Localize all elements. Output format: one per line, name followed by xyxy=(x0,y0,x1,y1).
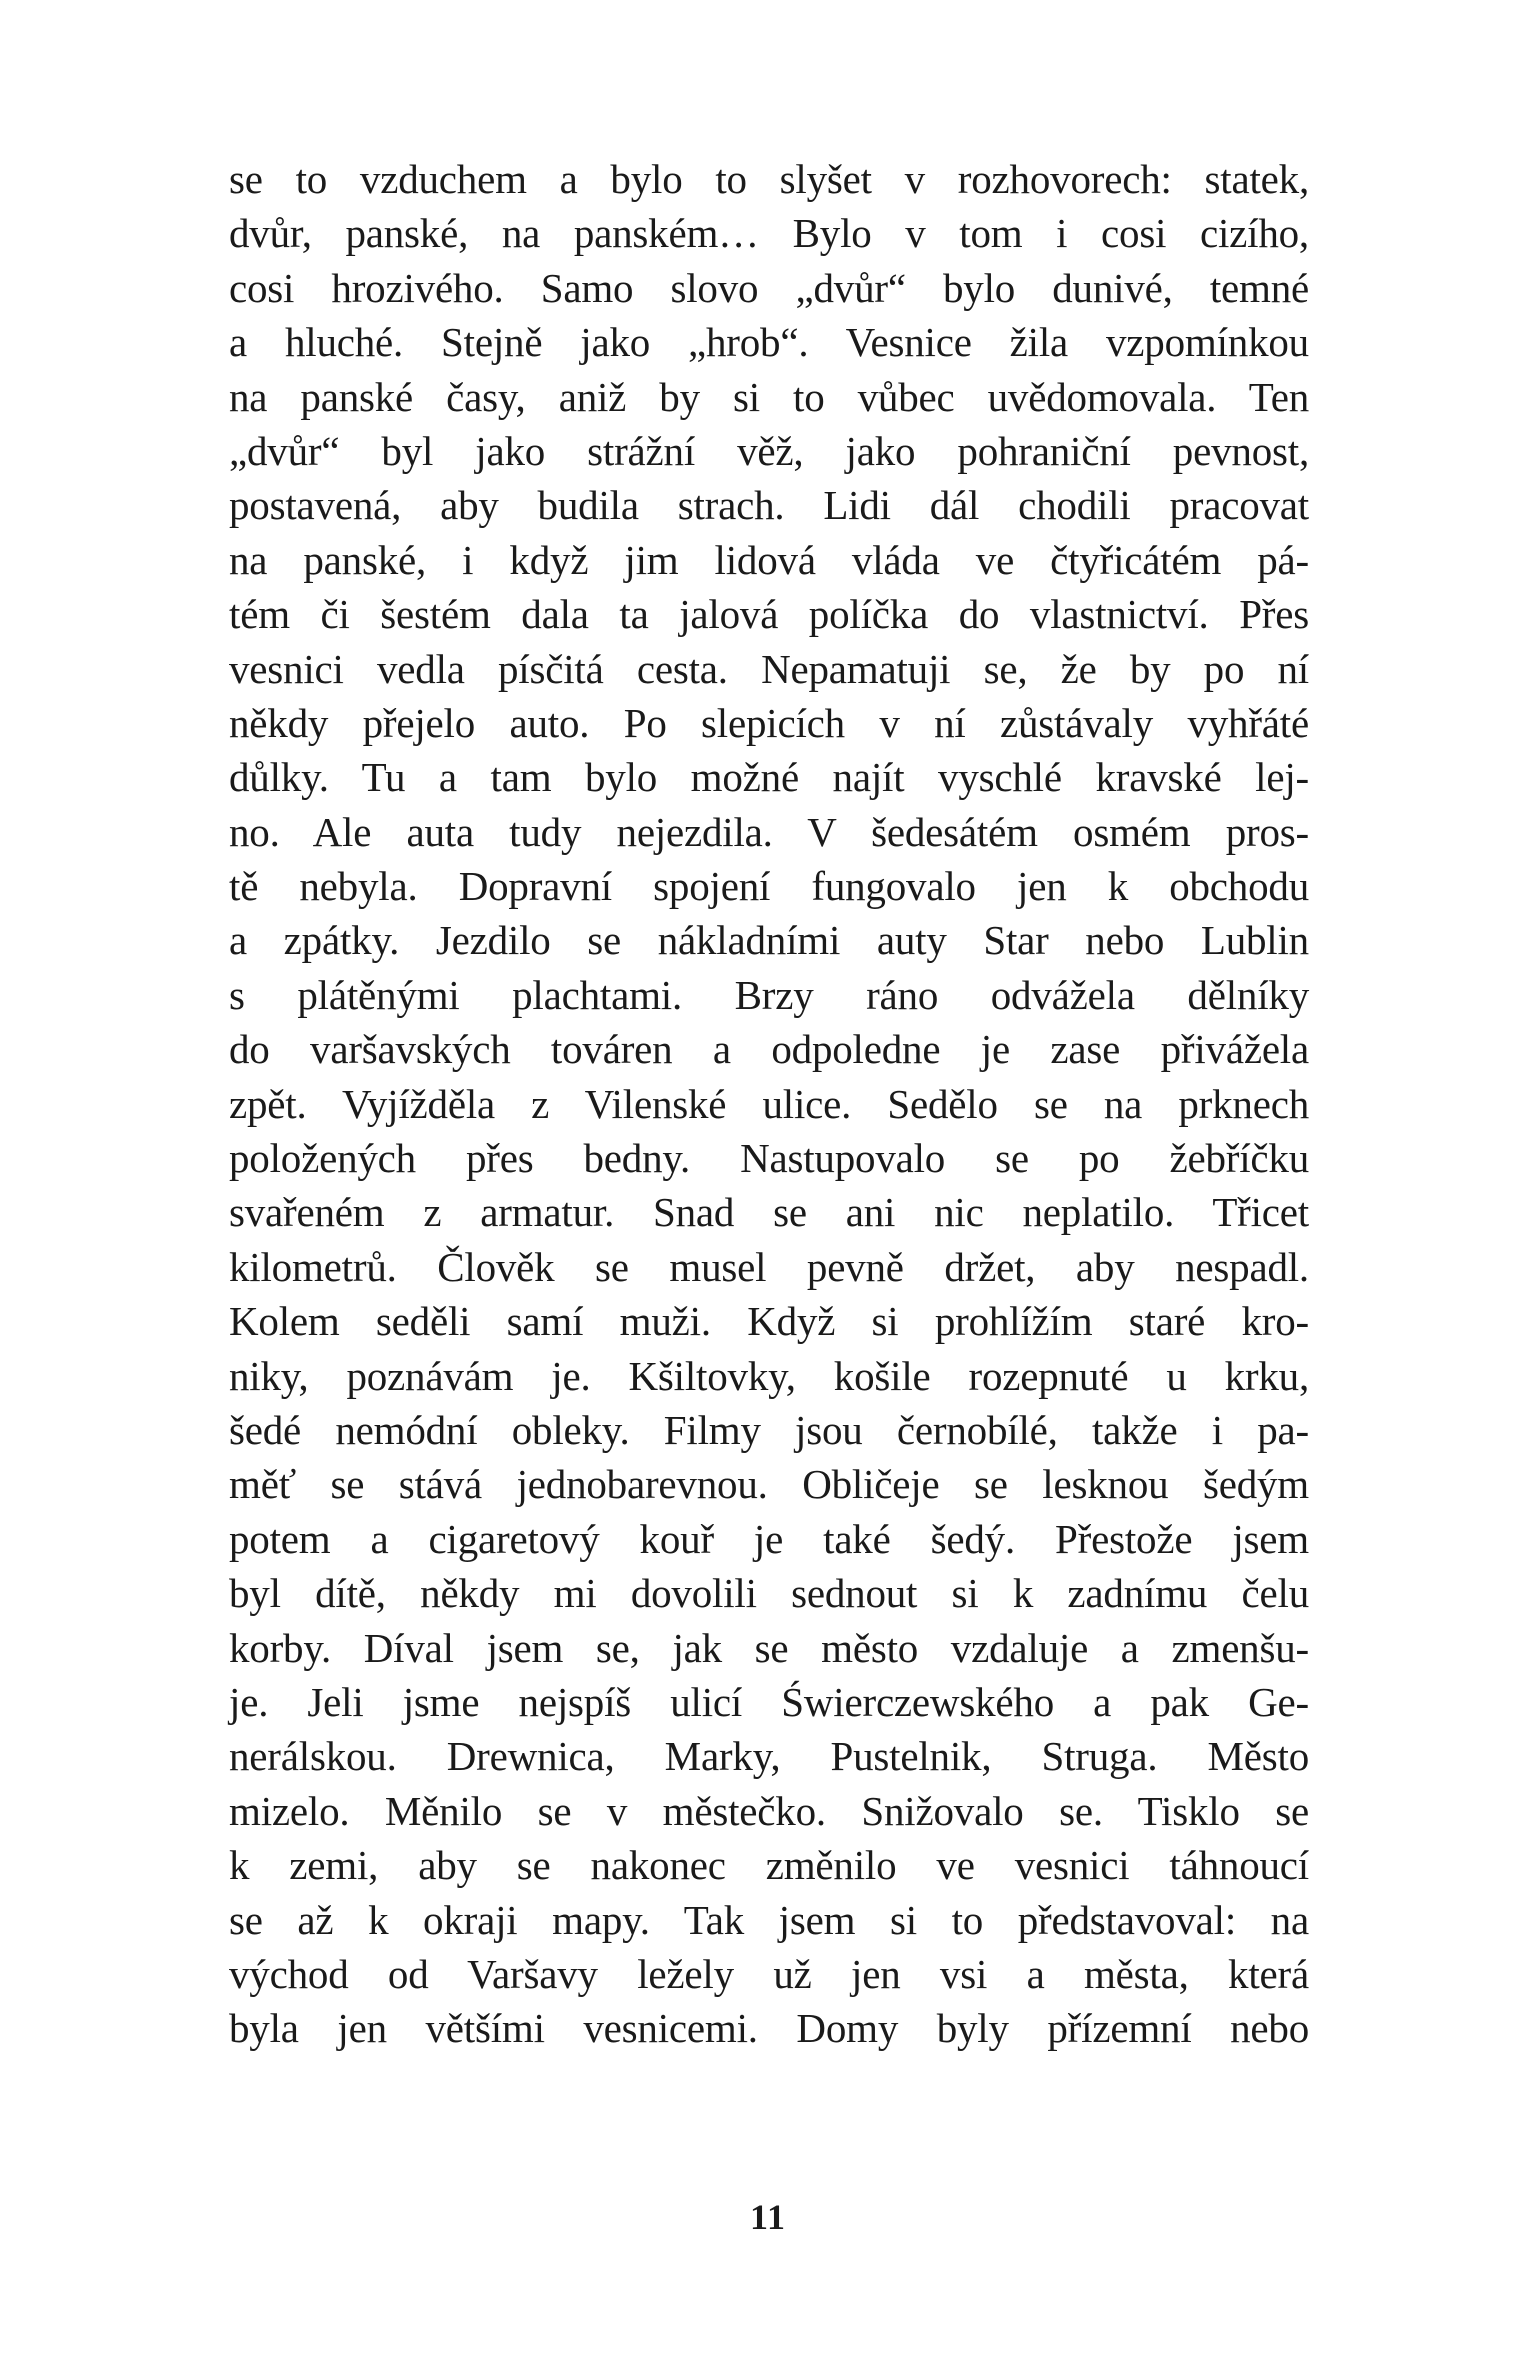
text-line: východ od Varšavy ležely už jen vsi a města, která xyxy=(229,1950,1309,1997)
text-line: měť se stává jednobarevnou. Obličeje se lesknou šedým xyxy=(229,1461,1309,1508)
text-line: důlky. Tu a tam bylo možné najít vyschlé kravské lej- xyxy=(229,754,1309,801)
text-line: položených přes bedny. Nastupovalo se po žebříčku xyxy=(229,1135,1309,1182)
text-line: na panské časy, aniž by si to vůbec uvědomovala. Ten xyxy=(229,373,1309,420)
text-line: no. Ale auta tudy nejezdila. V šedesátém osmém pros- xyxy=(229,808,1309,855)
text-line: nerálskou. Drewnica, Marky, Pustelnik, Struga. Město xyxy=(229,1733,1309,1780)
text-line: šedé nemódní obleky. Filmy jsou černobílé, takže i pa- xyxy=(229,1406,1309,1453)
text-line: postavená, aby budila strach. Lidi dál chodili pracovat xyxy=(229,482,1309,529)
text-line: byl dítě, někdy mi dovolili sednout si k zadnímu čelu xyxy=(229,1570,1309,1617)
text-line: tém či šestém dala ta jalová políčka do vlastnictví. Přes xyxy=(229,591,1309,638)
text-line: cosi hrozivého. Samo slovo „dvůr“ bylo dunivé, temné xyxy=(229,264,1309,311)
text-line: s plátěnými plachtami. Brzy ráno odvážela dělníky xyxy=(229,971,1309,1018)
text-line: a hluché. Stejně jako „hrob“. Vesnice žila vzpomínkou xyxy=(229,319,1309,366)
text-line: niky, poznávám je. Kšiltovky, košile rozepnuté u krku, xyxy=(229,1352,1309,1399)
page-number: 11 xyxy=(749,2197,786,2237)
text-line: kilometrů. Člověk se musel pevně držet, aby nespadl. xyxy=(229,1243,1309,1290)
text-line: k zemi, aby se nakonec změnilo ve vesnici táhnoucí xyxy=(229,1842,1309,1889)
text-line: potem a cigaretový kouř je také šedý. Přestože jsem xyxy=(229,1515,1309,1562)
text-line: na panské, i když jim lidová vláda ve čtyřicátém pá- xyxy=(229,536,1309,583)
text-line: korby. Díval jsem se, jak se město vzdaluje a zmenšu- xyxy=(229,1624,1309,1671)
text-line: se až k okraji mapy. Tak jsem si to představoval: na xyxy=(229,1896,1309,1943)
text-line: zpět. Vyjížděla z Vilenské ulice. Sedělo se na prknech xyxy=(229,1080,1309,1127)
body-text xyxy=(229,152,1309,2056)
text-line: je. Jeli jsme nejspíš ulicí Świerczewského a pak Ge- xyxy=(229,1678,1309,1725)
text-line: Kolem seděli samí muži. Když si prohlížím staré kro- xyxy=(229,1298,1309,1345)
text-line: mizelo. Měnilo se v městečko. Snižovalo se. Tisklo se xyxy=(229,1787,1309,1834)
text-line: tě nebyla. Dopravní spojení fungovalo jen k obchodu xyxy=(229,863,1309,910)
text-line: „dvůr“ byl jako strážní věž, jako pohraniční pevnost, xyxy=(229,427,1309,474)
text-line: někdy přejelo auto. Po slepicích v ní zůstávaly vyhřáté xyxy=(229,699,1309,746)
text-line: a zpátky. Jezdilo se nákladními auty Star nebo Lublin xyxy=(229,917,1309,964)
text-line: do varšavských továren a odpoledne je zase přivážela xyxy=(229,1026,1309,1073)
text-line: vesnici vedla písčitá cesta. Nepamatuji se, že by po ní xyxy=(229,645,1309,692)
text-line: dvůr, panské, na panském… Bylo v tom i cosi cizího, xyxy=(229,210,1309,257)
text-line: svařeném z armatur. Snad se ani nic neplatilo. Třicet xyxy=(229,1189,1309,1236)
text-line: se to vzduchem a bylo to slyšet v rozhovorech: statek, xyxy=(229,156,1309,202)
text-line: byla jen většími vesnicemi. Domy byly přízemní nebo xyxy=(229,2005,1309,2052)
